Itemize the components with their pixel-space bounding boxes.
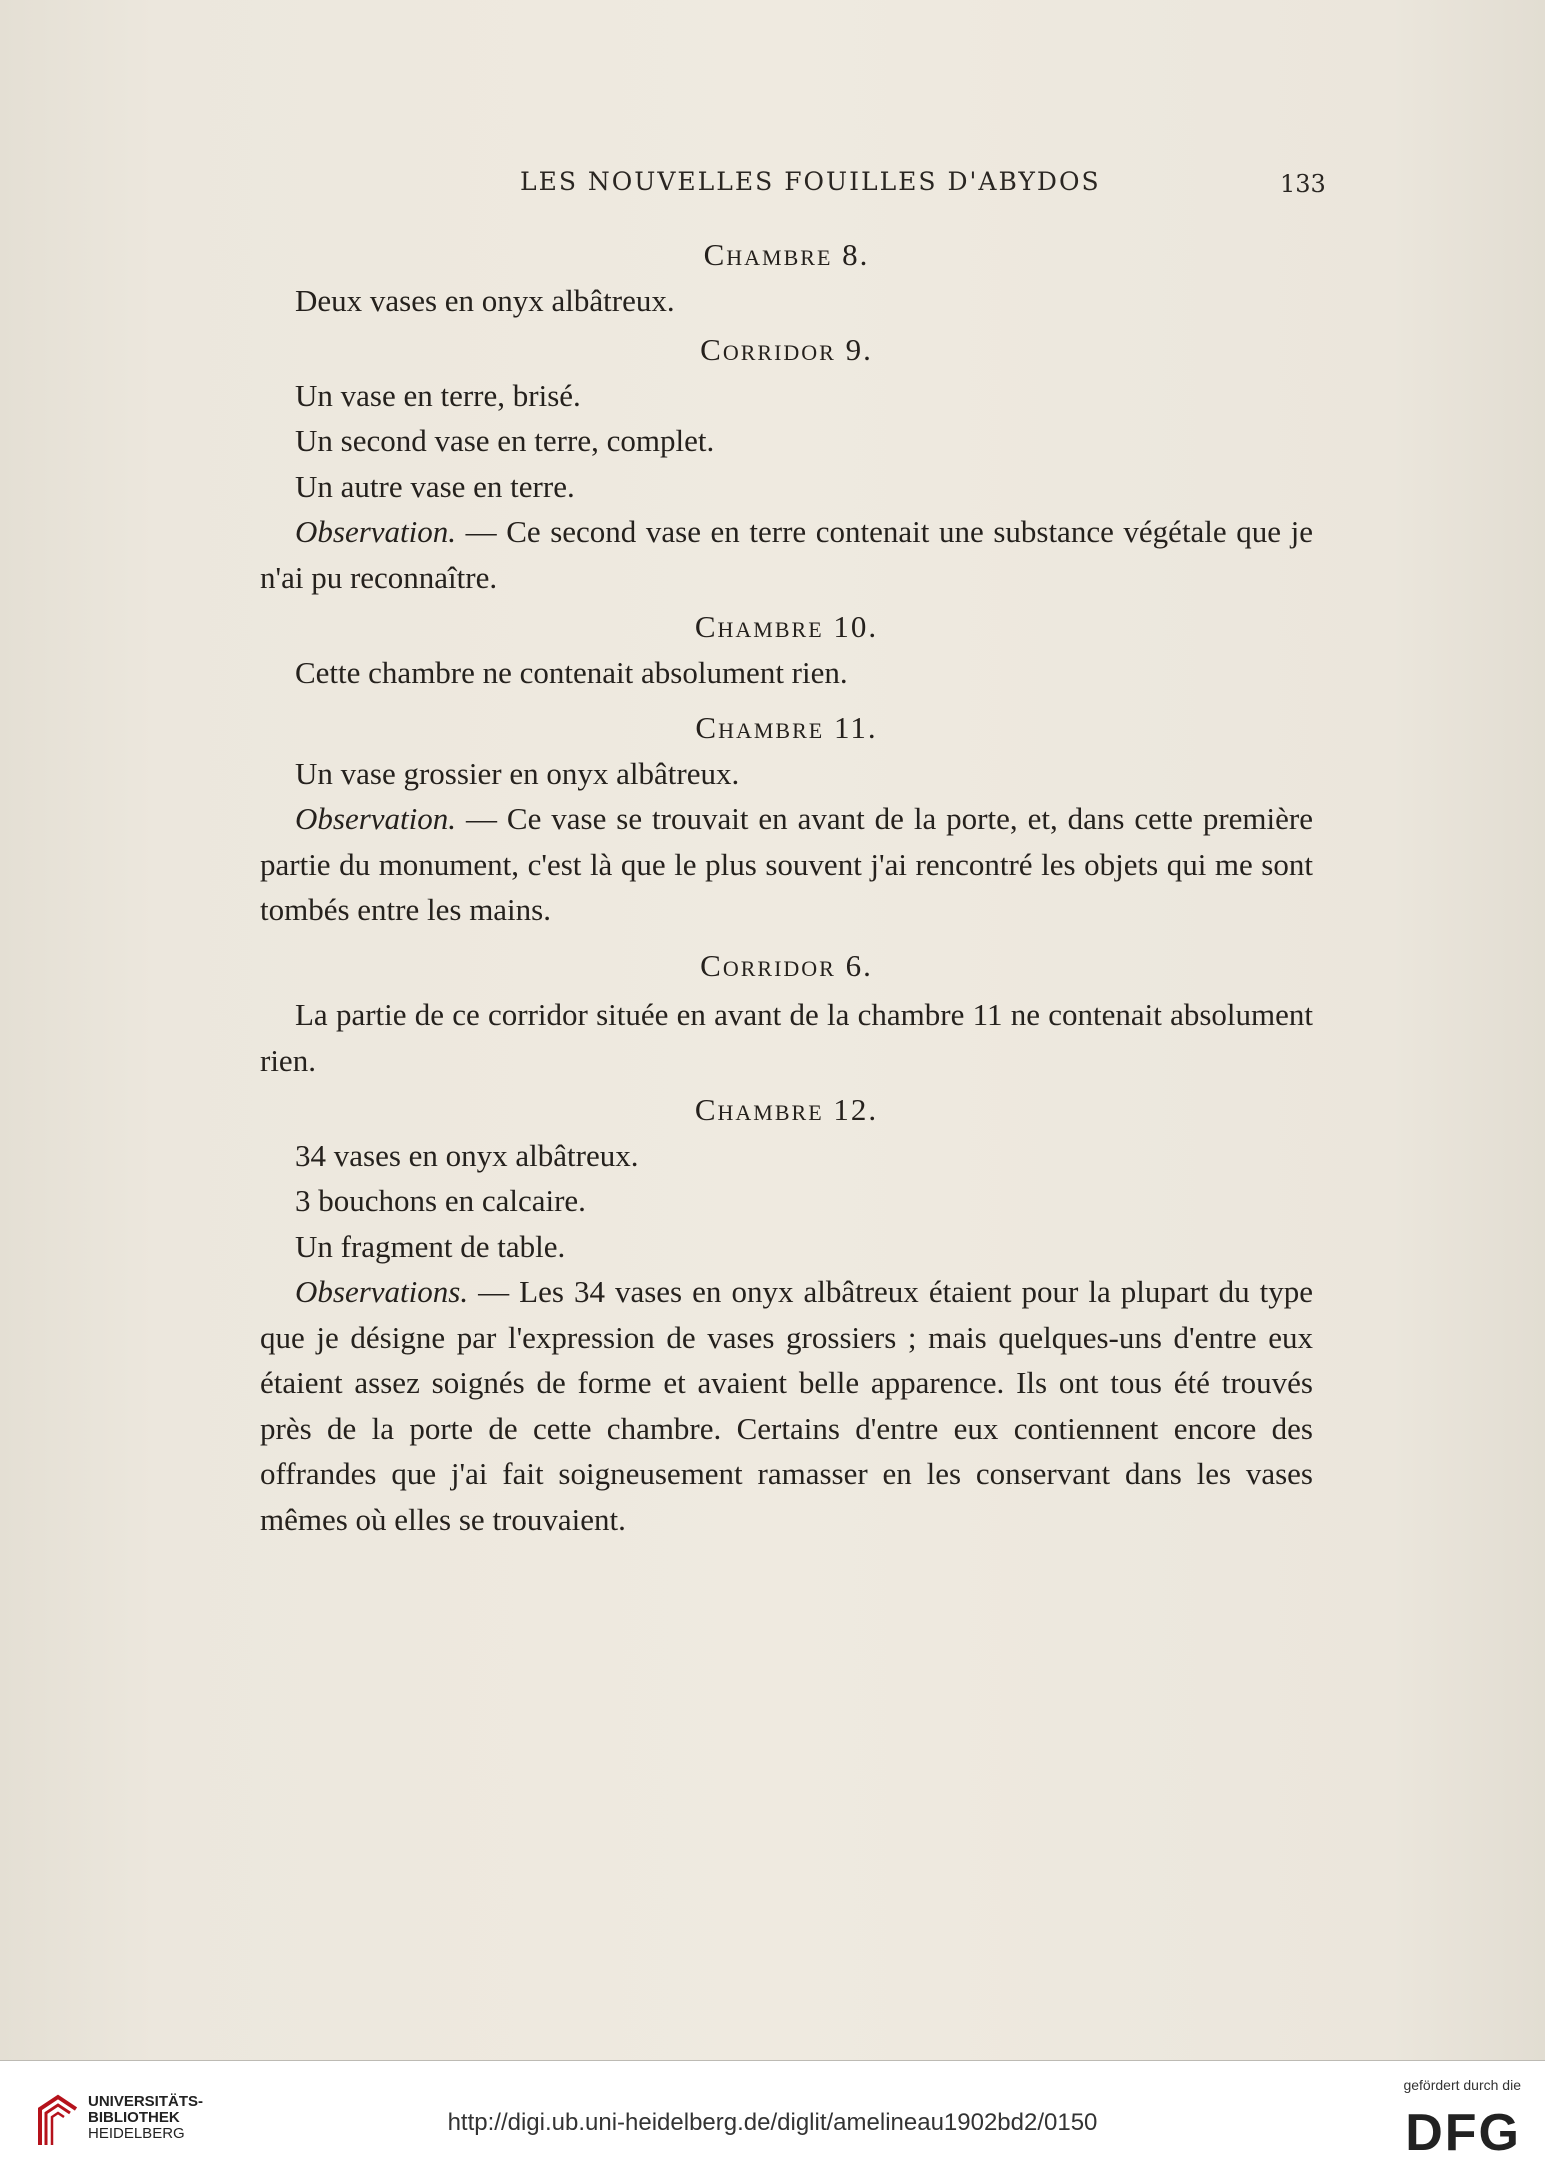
section-heading: Corridor 9. [700,332,873,367]
library-name-line: UNIVERSITÄTS- [88,2093,204,2110]
observation-label: Observation. [295,801,457,836]
section-heading: Chambre 11. [695,710,878,745]
observation-text: — Les 34 vases en onyx albâtreux étaient pour la plupart du type que je désigne par l'expression de vases grossiers ; mais quelques-uns d'entre eux étaient assez soignés de forme et avaient belle apparence. Ils ont tous été trouvés près de la porte de cette chambre. Certains d'entre eux contiennent encore des offrandes que j'ai fait soigneusement ramasser en les conservant dans les vases mêmes où elles se trouvaient. [260,1274,1313,1537]
running-title: LES NOUVELLES FOUILLES D'ABYDOS [520,167,1101,196]
observation-label: Observation. [295,514,457,549]
body-paragraph: La partie de ce corridor située en avant de la chambre 11 ne contenait absolument rien. [260,997,1313,1078]
library-name-line: BIBLIOTHEK [88,2109,180,2126]
list-item: Un fragment de table. [295,1228,566,1264]
list-item: 34 vases en onyx albâtreux. [295,1137,639,1173]
observation-text: — Ce second vase en terre contenait une substance végétale que je n'ai pu reconnaître. [260,514,1313,595]
list-item: Un autre vase en terre. [295,468,575,504]
page-number: 133 [1280,170,1326,198]
section-heading: Chambre 12. [694,1092,879,1127]
section-heading: Chambre 10. [694,609,879,644]
observation-paragraph [260,1269,1313,1542]
observation-paragraph [260,796,1313,933]
observation-label: Observations. [295,1274,469,1309]
list-item: 3 bouchons en calcaire. [295,1183,586,1218]
observation-paragraph [260,509,1313,600]
list-item: Cette chambre ne contenait absolument rien. [295,654,848,690]
section-heading: Chambre 8. [703,237,870,272]
permalink-url[interactable]: http://digi.ub.uni-heidelberg.de/diglit/amelineau1902bd2/0150 [447,2109,1098,2136]
section-heading: Corridor 6. [700,947,873,983]
running-head [0,167,1545,207]
list-item: Un second vase en terre, complet. [295,423,715,458]
dfg-logo: DFG [1405,2104,1521,2162]
list-item: Un vase en terre, brisé. [295,377,581,413]
list-item: Un vase grossier en onyx albâtreux. [295,755,740,791]
list-item: Deux vases en onyx albâtreux. [295,282,675,318]
library-name-line: HEIDELBERG [88,2125,185,2142]
body-text [260,232,1313,1542]
observation-text: — Ce vase se trouvait en avant de la porte, et, dans cette première partie du monument, c'est là que le plus souvent j'ai rencontré les objets qui me sont tombés entre les mains. [260,801,1313,927]
funded-by-label: gefördert durch die [1403,2077,1521,2093]
viewer-footer [0,2060,1545,2170]
